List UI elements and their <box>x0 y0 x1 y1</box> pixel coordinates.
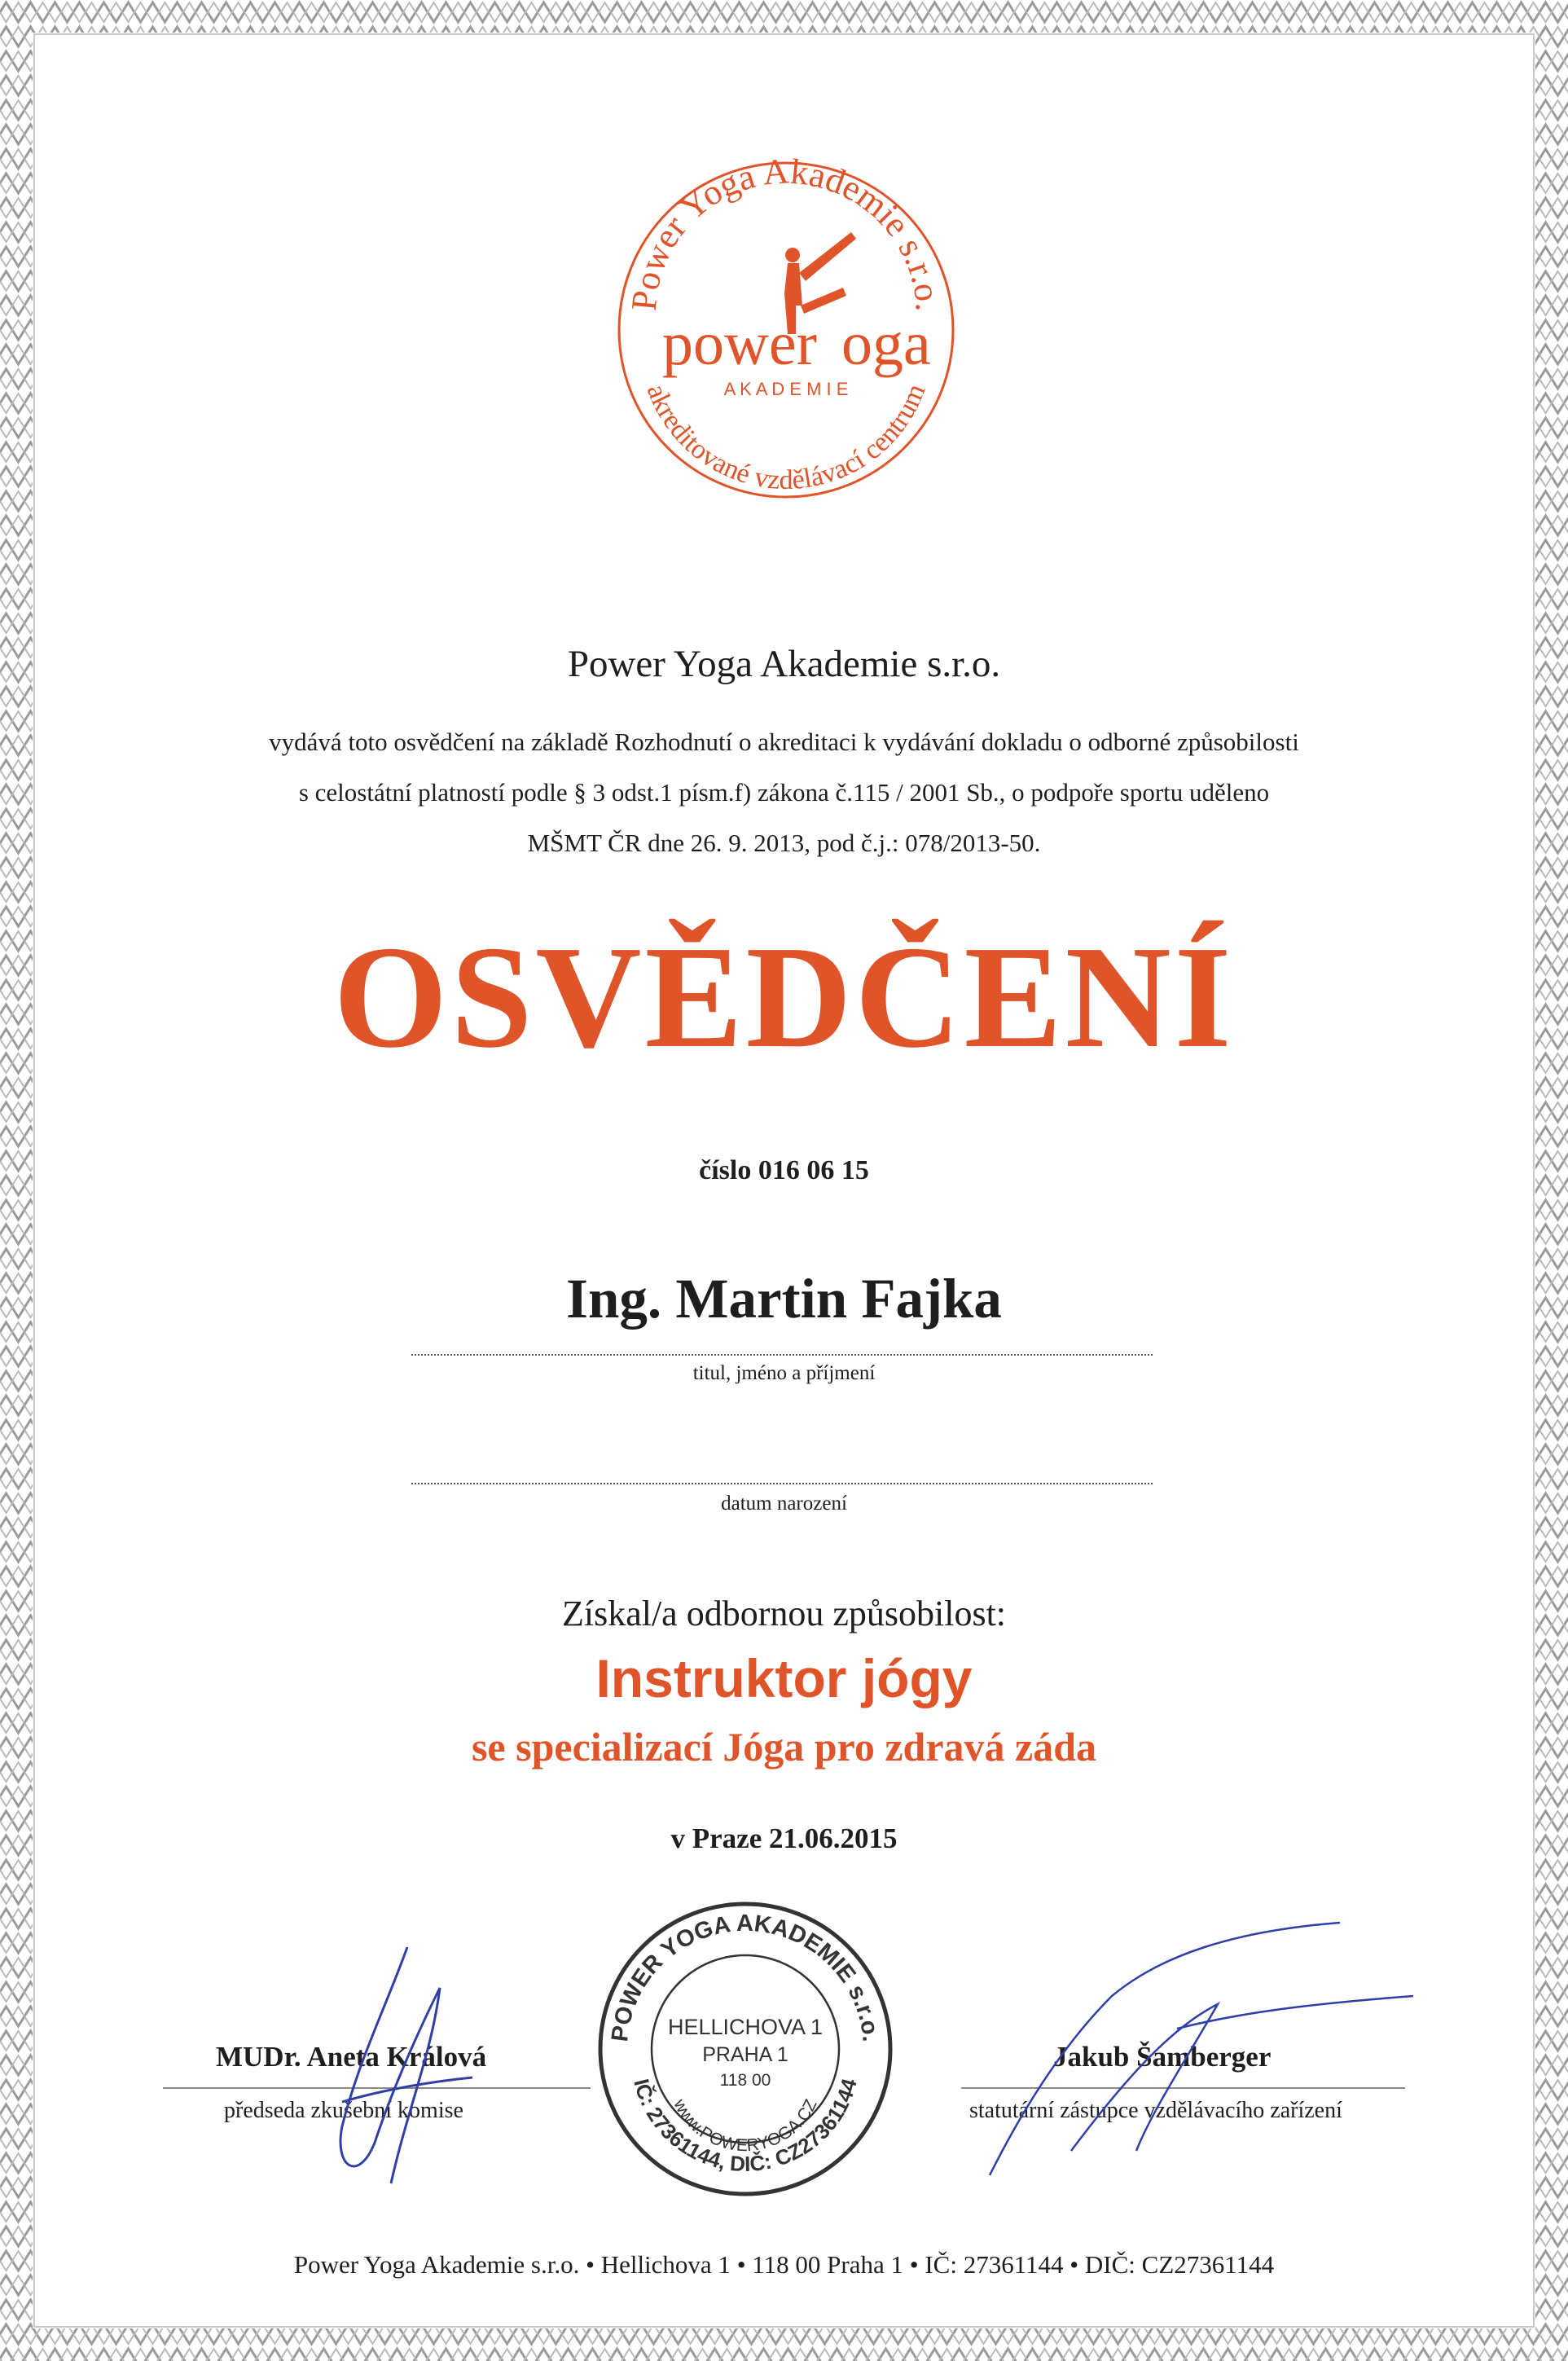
declaration-line-1: vydává toto osvědčení na základě Rozhodnutí o akreditaci k vydávání dokladu o odborné způsobilosti <box>269 728 1299 756</box>
stamp-bottom-arc: IČ: 27361144, DIČ: CZ27361144 <box>629 2076 862 2177</box>
declaration-line-3: MŠMT ČR dne 26. 9. 2013, pod č.j.: 078/2013-50. <box>527 829 1041 857</box>
right-signatory-role: statutární zástupce vzdělávacího zařízení <box>969 2098 1342 2123</box>
achieved-label: Získal/a odbornou způsobilost: <box>561 1594 1007 1633</box>
name-line <box>411 1354 1153 1356</box>
left-signatory-name: MUDr. Aneta Králová <box>216 2041 487 2073</box>
logo-bottom-arc: akreditované vzdělávací centrum <box>640 379 932 495</box>
right-signatory-name: Jakub Šamberger <box>1053 2041 1272 2073</box>
qualification-specialization: se specializací Jóga pro zdravá záda <box>471 1724 1097 1770</box>
svg-text:IČ: 27361144, DIČ: CZ27361144 <box>629 2076 862 2177</box>
footer-contact: Power Yoga Akademie s.r.o. • Hellichova 1 • 118 00 Praha 1 • IČ: 27361144 • DIČ: CZ27361144 <box>293 2250 1275 2279</box>
stamp-top-arc: POWER YOGA AKADEMIE s.r.o. <box>607 1910 884 2043</box>
birth-date-line <box>411 1483 1153 1484</box>
recipient-name: Ing. Martin Fajka <box>566 1268 1002 1330</box>
right-signature <box>973 1906 1430 2200</box>
name-caption: titul, jméno a příjmení <box>692 1362 876 1384</box>
official-stamp <box>591 1894 900 2204</box>
certificate-title: OSVĚDČENÍ <box>333 916 1235 1078</box>
stamp-inner-arc: www.POWERYOGA.CZ <box>670 2096 821 2156</box>
place-and-date: v Praze 21.06.2015 <box>670 1822 898 1854</box>
logo-sub: A K A D E M I E <box>723 379 849 399</box>
declaration-line-2: s celostátní platností podle § 3 odst.1 písm.f) zákona č.115 / 2001 Sb., o podpoře sportu uděleno <box>298 778 1270 807</box>
birth-date-caption: datum narození <box>721 1493 847 1515</box>
left-signature <box>310 1939 497 2208</box>
stamp-line-2: PRAHA 1 <box>702 2043 788 2066</box>
power-yoga-logo <box>607 151 965 509</box>
issuer-name: Power Yoga Akademie s.r.o. <box>567 643 1001 685</box>
left-signatory-role: předseda zkušební komise <box>224 2098 463 2123</box>
qualification-title: Instruktor jógy <box>595 1648 973 1708</box>
logo-brand-suffix: oga <box>841 310 931 378</box>
logo-brand: power <box>662 310 817 378</box>
certificate-number: číslo 016 06 15 <box>699 1155 869 1185</box>
stamp-line-3: 118 00 <box>719 2071 771 2090</box>
stamp-line-1: HELLICHOVA 1 <box>667 2015 824 2039</box>
logo-top-arc: Power Yoga Akademie s.r.o. <box>623 151 949 313</box>
